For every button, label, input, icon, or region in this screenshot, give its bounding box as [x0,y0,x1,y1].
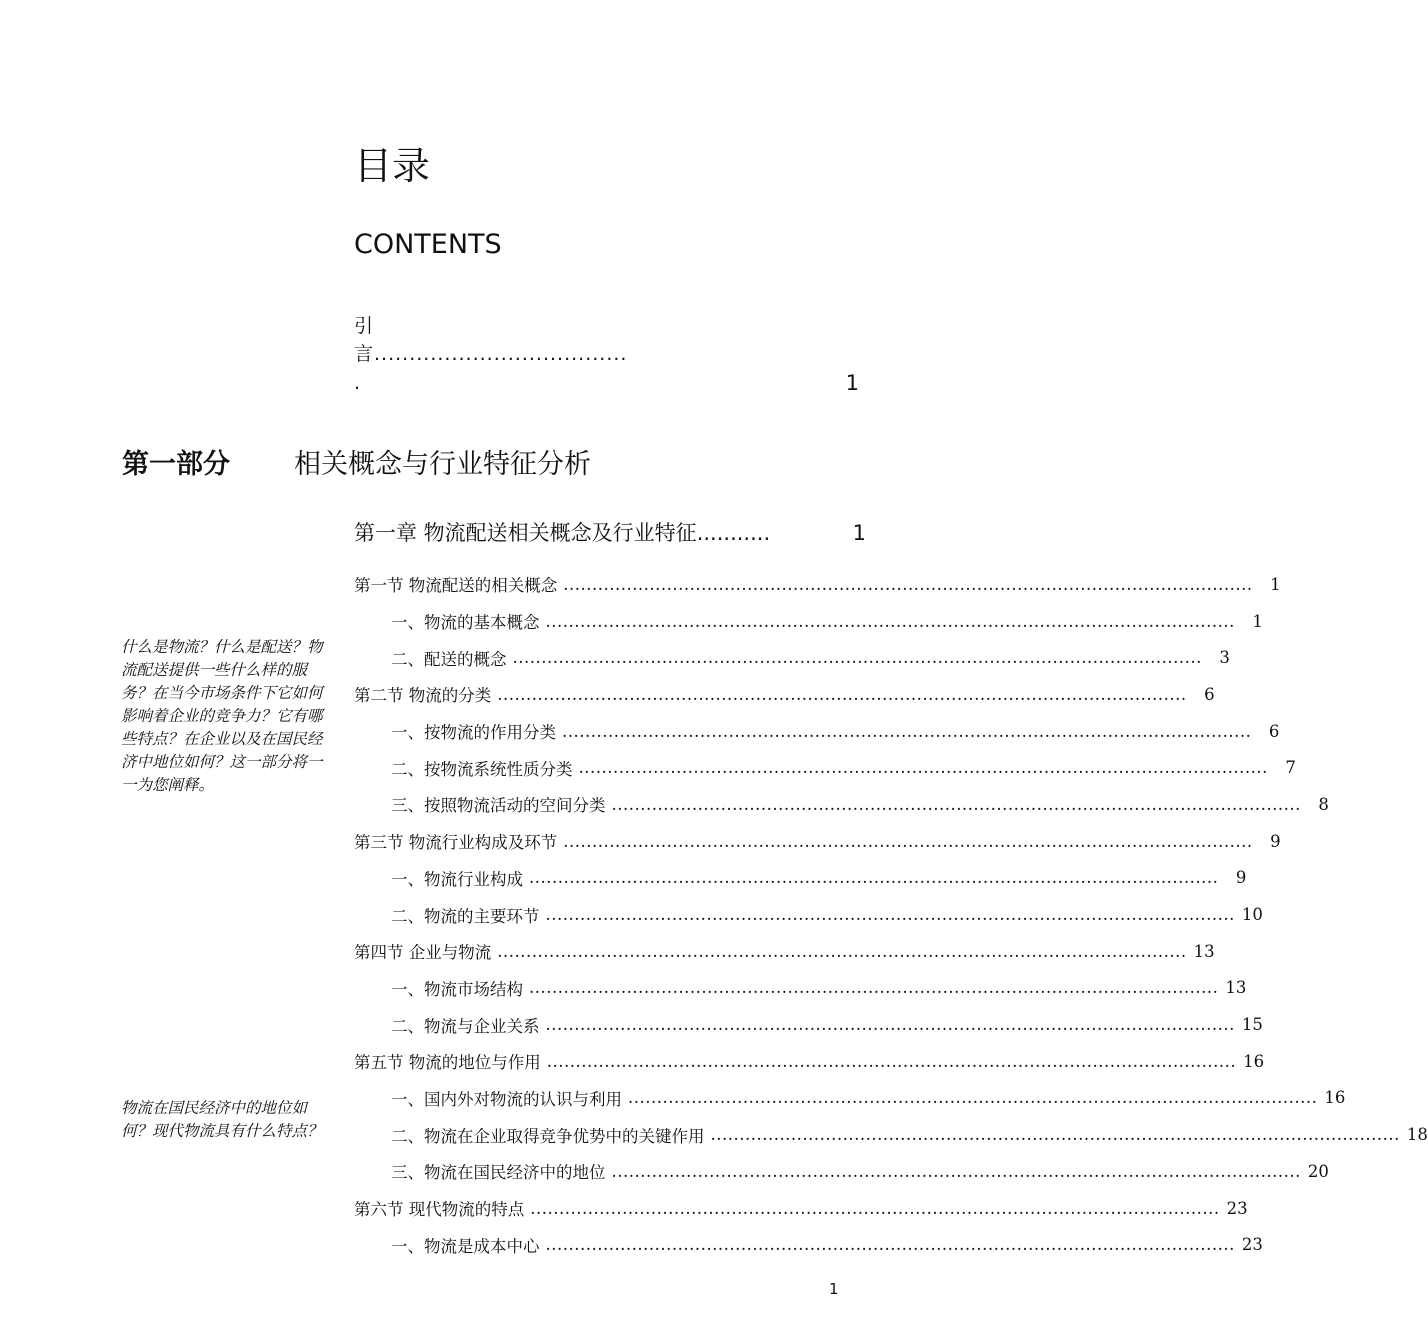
toc-entry-subsection[interactable] [354,1006,1263,1043]
toc-entry-subsection[interactable] [354,749,1296,786]
toc-entry-section[interactable] [354,566,1281,603]
toc-entry-page-number: 3 [1219,648,1230,668]
toc-entry-subsection[interactable] [354,896,1263,933]
toc-entry-page-number: 15 [1241,1015,1263,1035]
toc-entry-label: 一、物流的基本概念 [391,613,540,633]
toc-entry-label: 第六节 现代物流的特点 [354,1200,525,1220]
toc-entry-section[interactable] [354,1190,1248,1227]
toc-leader-dots: ........................................................................................................................ [545,905,1235,925]
toc-entry-chapter-1[interactable] [354,516,866,550]
chapter-page-number: 1 [852,521,866,545]
toc-leader-dots: ........................................................................................................................ [611,794,1301,814]
intro-page-number: 1 [845,371,859,395]
chapter-label: 第一章 物流配送相关概念及行业特征 [354,521,697,545]
toc-leader-dots: ........................................................................................................................ [562,721,1252,741]
part-title: 相关概念与行业特征分析 [294,449,591,480]
intro-label-third-line [354,368,859,398]
toc-entry-label: 第二节 物流的分类 [354,686,492,706]
toc-entry-page-number: 9 [1235,868,1247,888]
toc-entry-subsection[interactable] [354,970,1247,1007]
toc-entry-label: 二、配送的概念 [391,649,507,669]
toc-leader-dots: ........................................................................................................................ [710,1125,1400,1145]
chapter-leader-dots: ........... [696,521,771,545]
intro-leader-dot: . [354,372,361,394]
toc-entry-subsection[interactable] [354,786,1329,823]
toc-entry-label: 三、物流在国民经济中的地位 [391,1163,606,1183]
toc-leader-dots: ........................................................................................................................ [545,611,1235,631]
toc-entry-subsection[interactable] [354,639,1230,676]
toc-entry-page-number: 1 [1252,611,1263,631]
toc-entry-page-number: 18 [1406,1125,1428,1145]
intro-leader-dots: .................................... [374,343,628,365]
toc-entry-page-number: 13 [1193,941,1215,961]
toc-entry-page-number: 16 [1324,1088,1346,1108]
toc-entry-subsection[interactable] [354,1116,1428,1153]
toc-leader-dots: ........................................................................................................................ [529,868,1219,888]
toc-entry-label: 第三节 物流行业构成及环节 [354,833,558,853]
toc-entry-label: 二、按物流系统性质分类 [391,759,573,779]
toc-leader-dots: ........................................................................................................................ [512,648,1202,668]
toc-entry-label: 第一节 物流配送的相关概念 [354,576,558,596]
toc-entry-subsection[interactable] [354,713,1280,750]
toc-entry-subsection[interactable] [354,603,1263,640]
toc-entry-page-number: 1 [1270,574,1281,594]
toc-entry-label: 第四节 企业与物流 [354,943,492,963]
toc-leader-dots: ........................................................................................................................ [563,831,1253,851]
toc-entry-label: 第五节 物流的地位与作用 [354,1053,541,1073]
page-number: 1 [829,1280,839,1298]
toc-entry-page-number: 9 [1270,831,1281,851]
toc-leader-dots: ........................................................................................................................ [611,1161,1301,1181]
toc-entry-page-number: 8 [1318,794,1329,814]
intro-label-first-char: 引 [354,315,374,337]
toc-entry-section[interactable] [354,823,1281,860]
toc-entry-label: 二、物流的主要环节 [391,906,540,926]
intro-label-second-line [354,340,859,368]
toc-entry-label: 一、物流是成本中心 [391,1236,540,1256]
toc-entry-subsection[interactable] [354,1226,1263,1263]
contents-heading: CONTENTS [354,229,502,260]
toc-entry-page-number: 6 [1268,721,1280,741]
toc-leader-dots: ........................................................................................................................ [529,978,1219,998]
toc-entry-label: 一、国内外对物流的认识与利用 [391,1089,622,1109]
toc-leader-dots: ........................................................................................................................ [628,1088,1318,1108]
toc-entry-label: 一、物流市场结构 [391,979,523,999]
toc-leader-dots: ........................................................................................................................ [497,941,1187,961]
toc-entry-page-number: 13 [1225,978,1247,998]
toc-entry-section[interactable] [354,1043,1265,1080]
toc-leader-dots: ........................................................................................................................ [530,1198,1220,1218]
toc-entry-page-number: 10 [1241,905,1263,925]
toc-entry-page-number: 20 [1307,1161,1329,1181]
toc-entry-label: 一、按物流的作用分类 [391,723,556,743]
toc-entry-page-number: 23 [1241,1235,1263,1255]
part-label: 第一部分 [122,449,230,480]
toc-entry-label: 二、物流与企业关系 [391,1016,540,1036]
toc-entry-intro[interactable] [354,312,859,398]
toc-leader-dots: ........................................................................................................................ [545,1235,1235,1255]
part-heading [122,446,591,484]
toc-entry-subsection[interactable] [354,860,1247,897]
toc-entry-subsection[interactable] [354,1080,1346,1117]
toc-leader-dots: ........................................................................................................................ [578,758,1268,778]
toc-entry-page-number: 6 [1204,684,1215,704]
toc-entry-label: 一、物流行业构成 [391,869,523,889]
toc-leader-dots: ........................................................................................................................ [546,1051,1237,1071]
toc-list [354,566,1428,1263]
toc-entry-section[interactable] [354,933,1215,970]
toc-entry-page-number: 16 [1243,1051,1265,1071]
toc-entry-section[interactable] [354,676,1215,713]
intro-label-second-char: 言 [354,343,375,365]
toc-entry-label: 三、按照物流活动的空间分类 [391,796,606,816]
toc-entry-page-number: 23 [1226,1198,1248,1218]
sidenote-status: 物流在国民经济中的地位如何？现代物流具有什么特点？ [121,1099,323,1140]
toc-leader-dots: ........................................................................................................................ [545,1015,1235,1035]
toc-leader-dots: ........................................................................................................................ [497,684,1187,704]
toc-leader-dots: ........................................................................................................................ [563,574,1253,594]
sidenote-part-intro: 什么是物流？什么是配送？物流配送提供一些什么样的服务？在当今市场条件下它如何影响着企业的竞争力？它有哪些特点？在企业以及在国民经济中地位如何？这一部分将一一为您阐释。 [121,638,323,794]
toc-entry-label: 二、物流在企业取得竞争优势中的关键作用 [391,1126,705,1146]
toc-entry-subsection[interactable] [354,1153,1329,1190]
toc-entry-page-number: 7 [1285,758,1296,778]
page-title: 目录 [354,144,431,188]
